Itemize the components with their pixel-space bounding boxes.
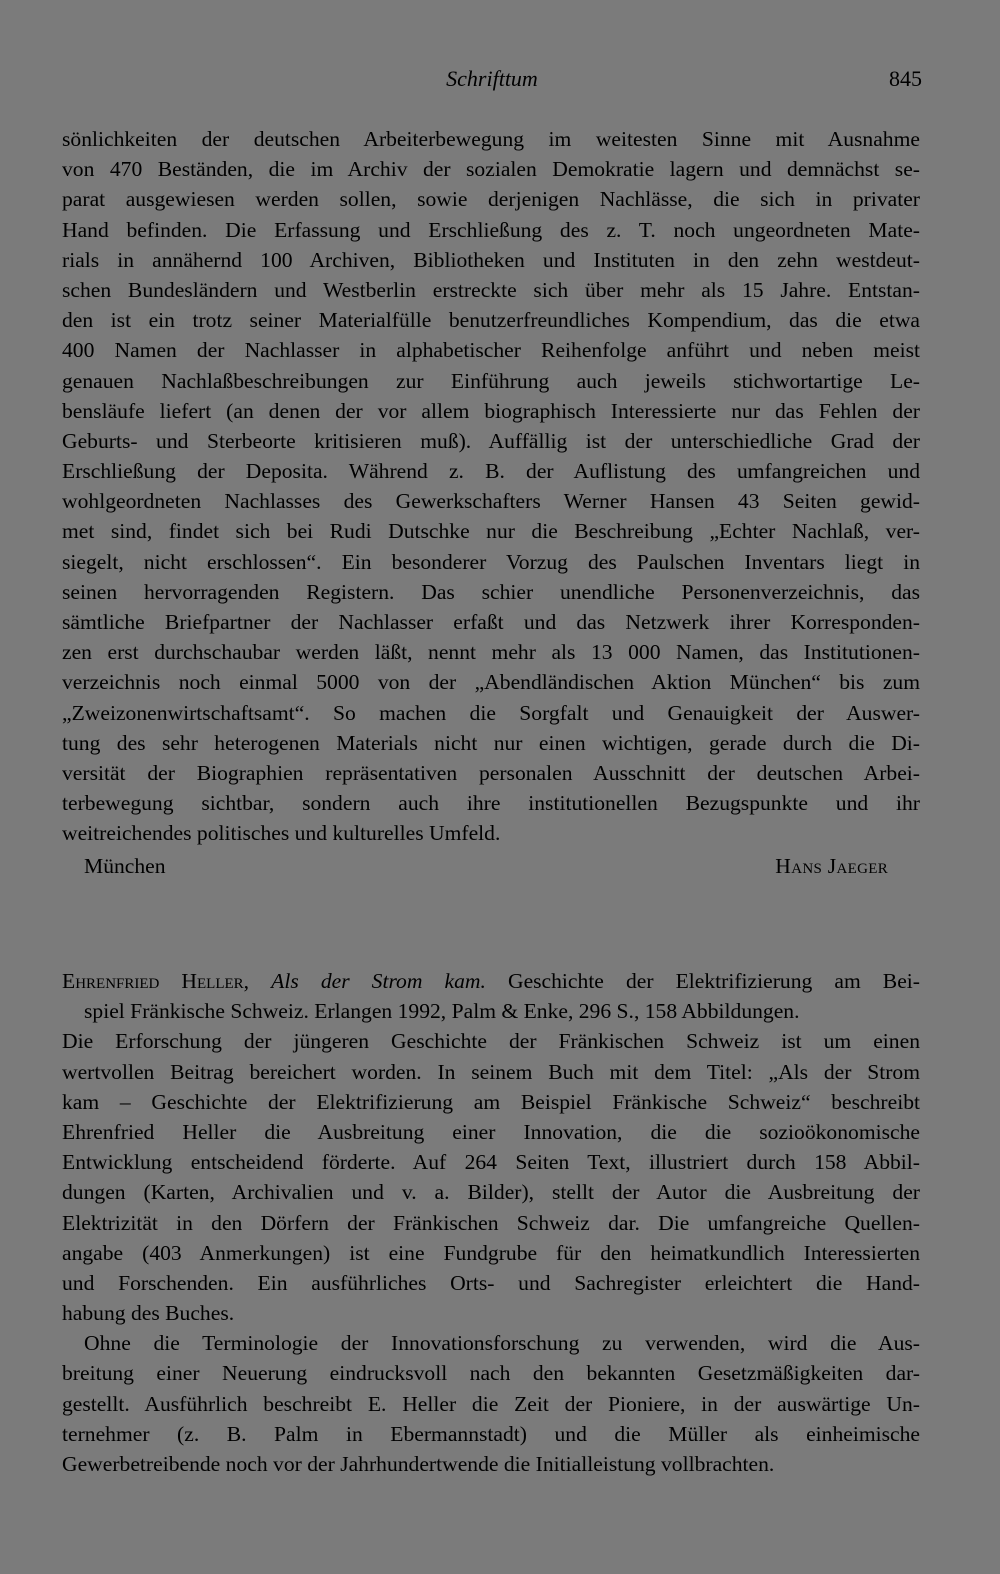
- page-number: 845: [889, 66, 922, 91]
- signature-place: München: [84, 853, 166, 878]
- review-hans-jaeger: [62, 124, 920, 881]
- text-line: Ohne die Terminologie der Innovationsforschung zu verwenden, wird die Aus-: [84, 1331, 920, 1356]
- text-line: Erschließung der Deposita. Während z. B. der Auflistung des umfangreichen und: [62, 459, 920, 484]
- signature-row: [62, 851, 920, 881]
- citation-line-2: spiel Fränkische Schweiz. Erlangen 1992, Palm & Enke, 296 S., 158 Abbildungen.: [84, 999, 800, 1024]
- text-line: Die Erforschung der jüngeren Geschichte der Fränkischen Schweiz ist um einen: [62, 1029, 920, 1054]
- text-line: schen Bundesländern und Westberlin erstreckte sich über mehr als 15 Jahre. Entstan-: [62, 277, 920, 302]
- running-head-title: Schrifttum: [446, 66, 538, 91]
- text-line: terbewegung sichtbar, sondern auch ihre institutionellen Bezugspunkte und ihr: [62, 791, 920, 816]
- text-line: Ehrenfried Heller die Ausbreitung einer Innovation, die die sozioökonomische: [62, 1119, 920, 1144]
- text-line: parat ausgewiesen werden sollen, sowie derjenigen Nachlässe, die sich in privater: [62, 187, 920, 212]
- text-line: ternehmer (z. B. Palm in Ebermannstadt) und die Müller als einheimische: [62, 1421, 920, 1446]
- text-line: breitung einer Neuerung eindrucksvoll nach den bekannten Gesetzmäßigkeiten dar-: [62, 1361, 920, 1386]
- text-line: verzeichnis noch einmal 5000 von der „Abendländischen Aktion München“ bis zum: [62, 670, 920, 695]
- text-line: gestellt. Ausführlich beschreibt E. Heller die Zeit der Pioniere, in der auswärtige Un-: [62, 1391, 920, 1416]
- text-line: siegelt, nicht erschlossen“. Ein besonderer Vorzug des Paulschen Inventars liegt in: [62, 549, 920, 574]
- text-line: rials in annähernd 100 Archiven, Bibliotheken und Instituten in den zehn westdeut-: [62, 247, 920, 272]
- text-line: und Forschenden. Ein ausführliches Orts- und Sachregister erleichtert die Hand-: [62, 1270, 920, 1295]
- text-line: 400 Namen der Nachlasser in alphabetischer Reihenfolge anführt und neben meist: [62, 338, 920, 363]
- citation-author: Ehrenfried Heller,: [62, 969, 250, 993]
- text-line: Geburts- und Sterbeorte kritisieren muß). Auffällig ist der unterschiedliche Grad der: [62, 428, 920, 453]
- review-paragraph-2: [62, 1328, 920, 1479]
- text-line: seinen hervorragenden Registern. Das schier unendliche Personenverzeichnis, das: [62, 579, 920, 604]
- review-heller: [62, 966, 920, 1479]
- citation-title: Als der Strom kam.: [271, 969, 486, 993]
- text-line: angabe (403 Anmerkungen) ist eine Fundgrube für den heimatkundlich Interessierten: [62, 1240, 920, 1265]
- text-line: wohlgeordneten Nachlasses des Gewerkschafters Werner Hansen 43 Seiten gewid-: [62, 489, 920, 514]
- text-line: Gewerbetreibende noch vor der Jahrhundertwende die Initialleistung vollbrachten.: [62, 1452, 775, 1476]
- running-head: [62, 66, 922, 98]
- text-line: von 470 Beständen, die im Archiv der sozialen Demokratie lagern und demnächst se-: [62, 157, 920, 182]
- text-line: dungen (Karten, Archivalien und v. a. Bilder), stellt der Autor die Ausbreitung der: [62, 1180, 920, 1205]
- signature-author: Hans Jaeger: [775, 853, 888, 878]
- text-line: den ist ein trotz seiner Materialfülle benutzerfreundliches Kompendium, das die etwa: [62, 308, 920, 333]
- citation-subtitle: Geschichte der Elektrifizierung am Bei-: [507, 969, 920, 993]
- text-line: met sind, findet sich bei Rudi Dutschke nur die Beschreibung „Echter Nachlaß, ver-: [62, 519, 920, 544]
- text-line: sämtliche Briefpartner der Nachlasser erfaßt und das Netzwerk ihrer Korresponden-: [62, 610, 920, 634]
- text-line: weitreichendes politisches und kulturelles Umfeld.: [62, 821, 501, 846]
- text-line: versität der Biographien repräsentativen personalen Ausschnitt der deutschen Arbei-: [62, 760, 920, 785]
- text-line: Entwicklung entscheidend förderte. Auf 264 Seiten Text, illustriert durch 158 Abbil-: [62, 1150, 920, 1175]
- text-line: habung des Buches.: [62, 1301, 235, 1326]
- text-line: wertvollen Beitrag bereichert worden. In seinem Buch mit dem Titel: „Als der Strom: [62, 1059, 920, 1084]
- text-line: tung des sehr heterogenen Materials nicht nur einen wichtigen, gerade durch die Di-: [62, 730, 920, 755]
- text-line: bensläufe liefert (an denen der vor allem biographisch Interessierte nur das Fehlen der: [62, 398, 920, 423]
- text-line: sönlichkeiten der deutschen Arbeiterbewegung im weitesten Sinne mit Ausnahme: [62, 127, 920, 151]
- text-line: Hand befinden. Die Erfassung und Erschließung des z. T. noch ungeordneten Mate-: [62, 217, 920, 242]
- citation-line-1: [62, 966, 920, 996]
- text-line: zen erst durchschaubar werden läßt, nennt mehr als 13 000 Namen, das Institutionen-: [62, 640, 920, 665]
- text-line: „Zweizonenwirtschaftsamt“. So machen die Sorgfalt und Genauigkeit der Auswer-: [62, 700, 920, 725]
- text-line: Elektrizität in den Dörfern der Fränkischen Schweiz dar. Die umfangreiche Quellen-: [62, 1210, 920, 1235]
- review-body: [62, 124, 920, 849]
- text-line: kam – Geschichte der Elektrifizierung am Beispiel Fränkische Schweiz“ beschreibt: [62, 1089, 920, 1114]
- review-paragraph-1: [62, 1026, 920, 1328]
- text-line: genauen Nachlaßbeschreibungen zur Einführung auch jeweils stichwortartige Le-: [62, 368, 920, 393]
